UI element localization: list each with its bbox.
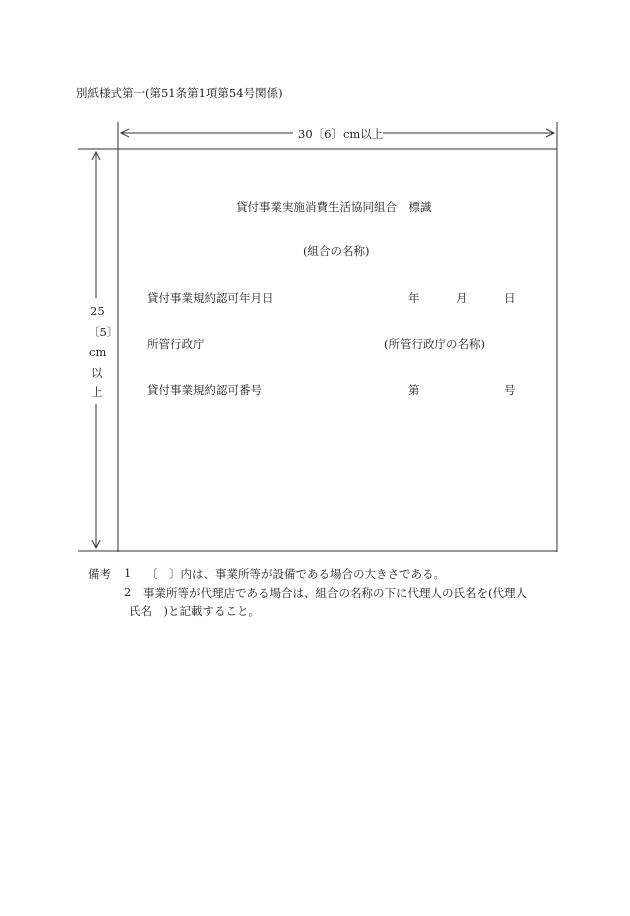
height-label-2: 〔5〕 <box>88 325 119 339</box>
height-label-3: cm <box>89 345 107 359</box>
authority-label: 所管行政庁 <box>147 337 205 351</box>
approval-date-month: 月 <box>456 291 468 305</box>
height-label-1: 25 <box>90 304 105 318</box>
authority-value: (所管行政庁の名称) <box>384 337 485 351</box>
approval-date-year: 年 <box>408 291 420 305</box>
remarks-title: 備考 <box>88 567 111 581</box>
form-title: 別紙様式第一(第51条第1項第54号関係) <box>76 86 283 100</box>
remark-1-text: 〔 〕内は、事業所等が設備である場合の大きさである。 <box>146 567 445 581</box>
approval-date-day: 日 <box>504 291 516 305</box>
remark-2-text-line1: 事業所等が代理店である場合は、組合の名称の下に代理人の氏名を(代理人 <box>143 586 527 600</box>
approval-date-label: 貸付事業規約認可年月日 <box>147 291 274 305</box>
width-label: 30〔6〕cm以上 <box>298 127 384 141</box>
height-label-5: 上 <box>91 385 103 399</box>
approval-number-suffix: 号 <box>504 383 516 397</box>
union-name: (組合の名称) <box>303 244 370 258</box>
remark-2-text-line2: 氏名 )と記載すること。 <box>129 604 260 618</box>
sign-heading: 貸付事業実施消費生活協同組合 標識 <box>236 200 432 214</box>
height-label-4: 以 <box>91 366 103 380</box>
remark-1-number: 1 <box>124 566 132 580</box>
approval-number-prefix: 第 <box>408 383 420 397</box>
approval-number-label: 貸付事業規約認可番号 <box>147 383 262 397</box>
remark-2-number: 2 <box>124 585 132 599</box>
